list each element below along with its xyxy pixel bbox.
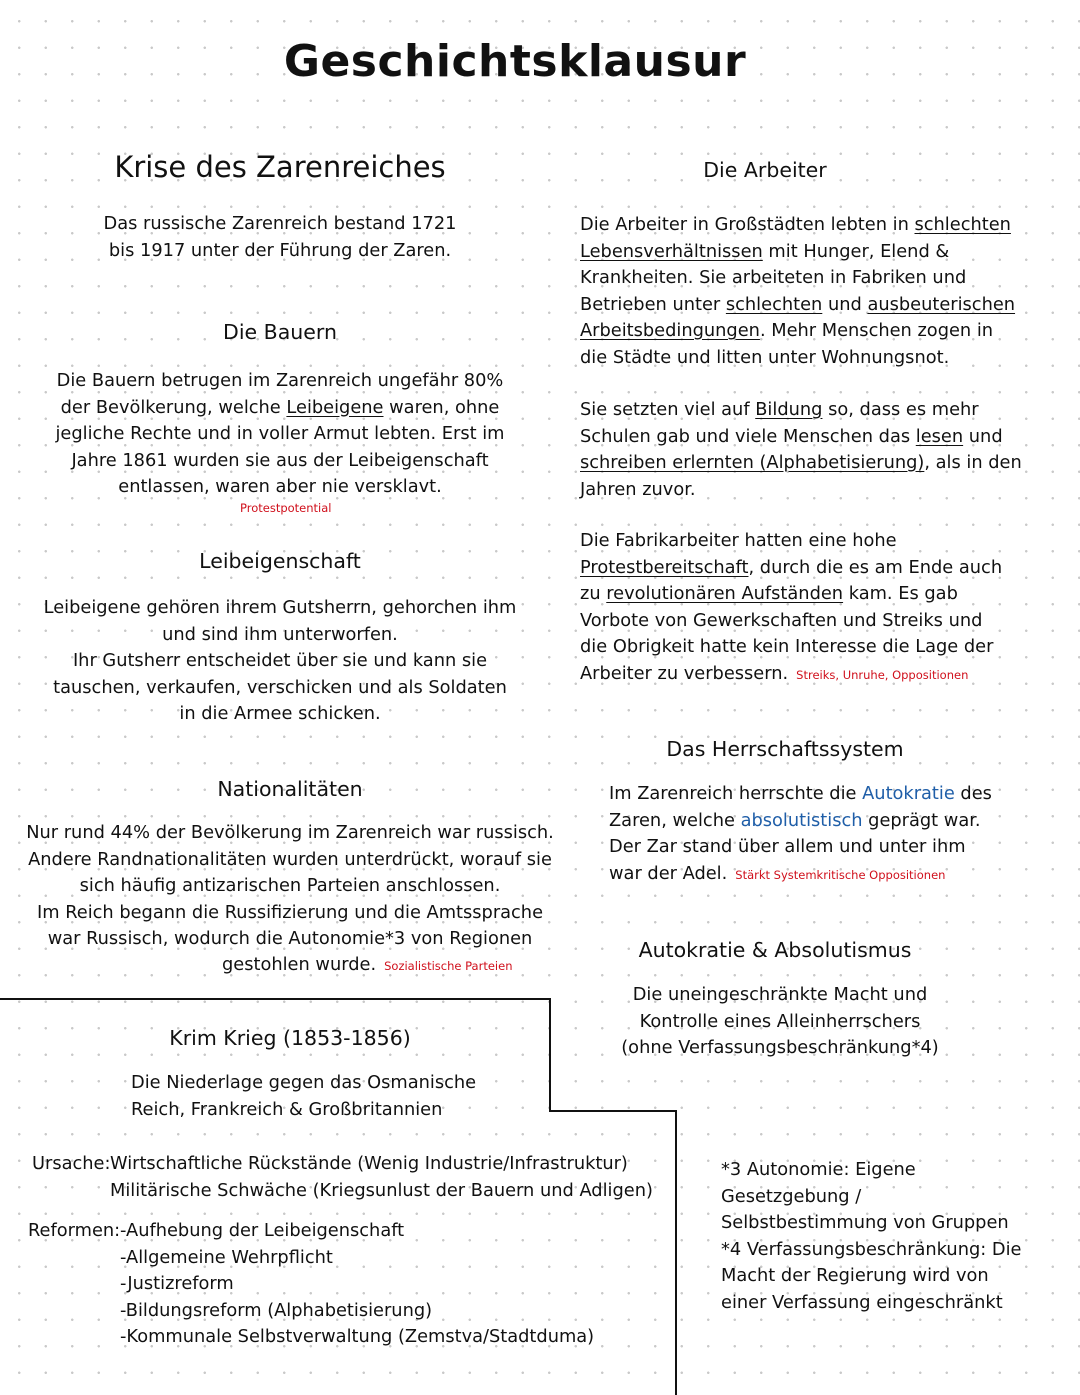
herrschaft-heading: Das Herrschaftssystem [666,737,904,761]
bauern-text: Die Bauern betrugen im Zarenreich ungefähr 80% der Bevölkerung, welche Leibeigene waren, ohne jegliche Rechte und in voller Armut lebten. Erst im Jahre 1861 wurden sie aus der Leibeigenschaft entlassen, waren aber nie versklavt. [55,370,505,497]
list-item: -Justizreform [120,1273,234,1294]
nationalitaeten-last-line: gestohlen wurde. Sozialistische Parteien [222,954,513,975]
herrschaft-note: Stärkt Systemkritische Oppositionen [735,867,946,882]
herrschaft-text: Im Zarenreich herrschte die Autokratie des Zaren, welche absolutistisch geprägt war. Der Zar stand über allem und unter ihm war der Adel. Stärkt Systemkritische Oppositionen [609,783,992,884]
page-title: Geschichtsklausur [283,36,747,87]
arbeiter-paragraph-1: Die Arbeiter in Großstädten lebten in schlechten Lebensverhältnissen mit Hunger, Elend & Krankheiten. Sie arbeiteten in Fabriken und Betrieben unter schlechten und ausbeuterischen Arbeitsbedingungen. Mehr Menschen zogen in die Städte und litten unter Wohnungsnot. [580,214,1016,368]
bauern-heading: Die Bauern [223,320,337,344]
krim-reformen-list [120,1218,594,1351]
arbeiter-paragraph-2: Sie setzten viel auf Bildung so, dass es mehr Schulen gab und viele Menschen das lesen und schreiben erlernten (Alphabetisierung), als in den Jahren zuvor. [580,399,1022,500]
arbeiter-paragraph-3: Die Fabrikarbeiter hatten eine hohe Protestbereitschaft, durch die es am Ende auch zu revolutionären Aufständen kam. Es gab Vorbote von Gewerkschaften und Streiks und die Obrigkeit hatte kein Interesse die Lage der Arbeiter zu verbessern. Streiks, Unruhe, Oppositionen [580,530,1003,684]
list-item: -Allgemeine Wehrpflicht [120,1246,333,1268]
krim-ursache-label: Ursache: [32,1153,111,1174]
box-line-right [675,1110,677,1395]
krim-text: Die Niederlage gegen das Osmanische Reich, Frankreich & Großbritannien [131,1072,477,1120]
list-item: -Kommunale Selbstverwaltung (Zemstva/Stadtduma) [120,1326,595,1347]
leibeigenschaft-text: Leibeigene gehören ihrem Gutsherrn, gehorchen ihm und sind ihm unterworfen. Ihr Gutsherr entscheidet über sie und kann sie tauschen, verkaufen, verschicken und als Soldaten in die Armee schicken. [43,597,517,724]
list-item: -Bildungsreform (Alphabetisierung) [120,1299,433,1321]
autokratie-text: Die uneingeschränkte Macht und Kontrolle eines Alleinherrschers (ohne Verfassungsbeschränkung*4) [621,984,939,1058]
nationalitaeten-heading: Nationalitäten [217,777,363,801]
box-line-top [0,998,551,1000]
krise-heading: Krise des Zarenreiches [114,150,446,184]
arbeiter-note: Streiks, Unruhe, Oppositionen [796,667,969,682]
krise-text: Das russische Zarenreich bestand 1721 bis 1917 unter der Führung der Zaren. [103,213,457,261]
box-line-step-horizontal [549,1110,677,1112]
box-line-step-vertical [549,998,551,1112]
footnotes: *3 Autonomie: Eigene Gesetzgebung / Selbstbestimmung von Gruppen *4 Verfassungsbeschränkung: Die Macht der Regierung wird von einer Verfassung eingeschränkt [721,1159,1022,1313]
leibeigenschaft-heading: Leibeigenschaft [199,549,361,573]
nationalitaeten-text: Nur rund 44% der Bevölkerung im Zarenreich war russisch. Andere Randnationalitäten wurden unterdrückt, worauf sie sich häufig antizarischen Parteien anschlossen. Im Reich begann die Russifizierung und die Amtssprache war Russisch, wodurch die Autonomie*3 von Regionen [26,822,554,949]
krim-heading: Krim Krieg (1853-1856) [169,1026,411,1050]
krim-ursache-list: Wirtschaftliche Rückstände (Wenig Industrie/Infrastruktur) Militärische Schwäche (Kriegsunlust der Bauern und Adligen) [110,1153,653,1201]
list-item: -Aufhebung der Leibeigenschaft [120,1220,405,1241]
arbeiter-heading: Die Arbeiter [703,158,827,182]
autokratie-heading: Autokratie & Absolutismus [638,938,912,962]
krim-reformen-label: Reformen: [28,1220,121,1241]
nationalitaeten-note: Sozialistische Parteien [384,959,513,973]
bauern-note: Protestpotential [240,501,332,515]
